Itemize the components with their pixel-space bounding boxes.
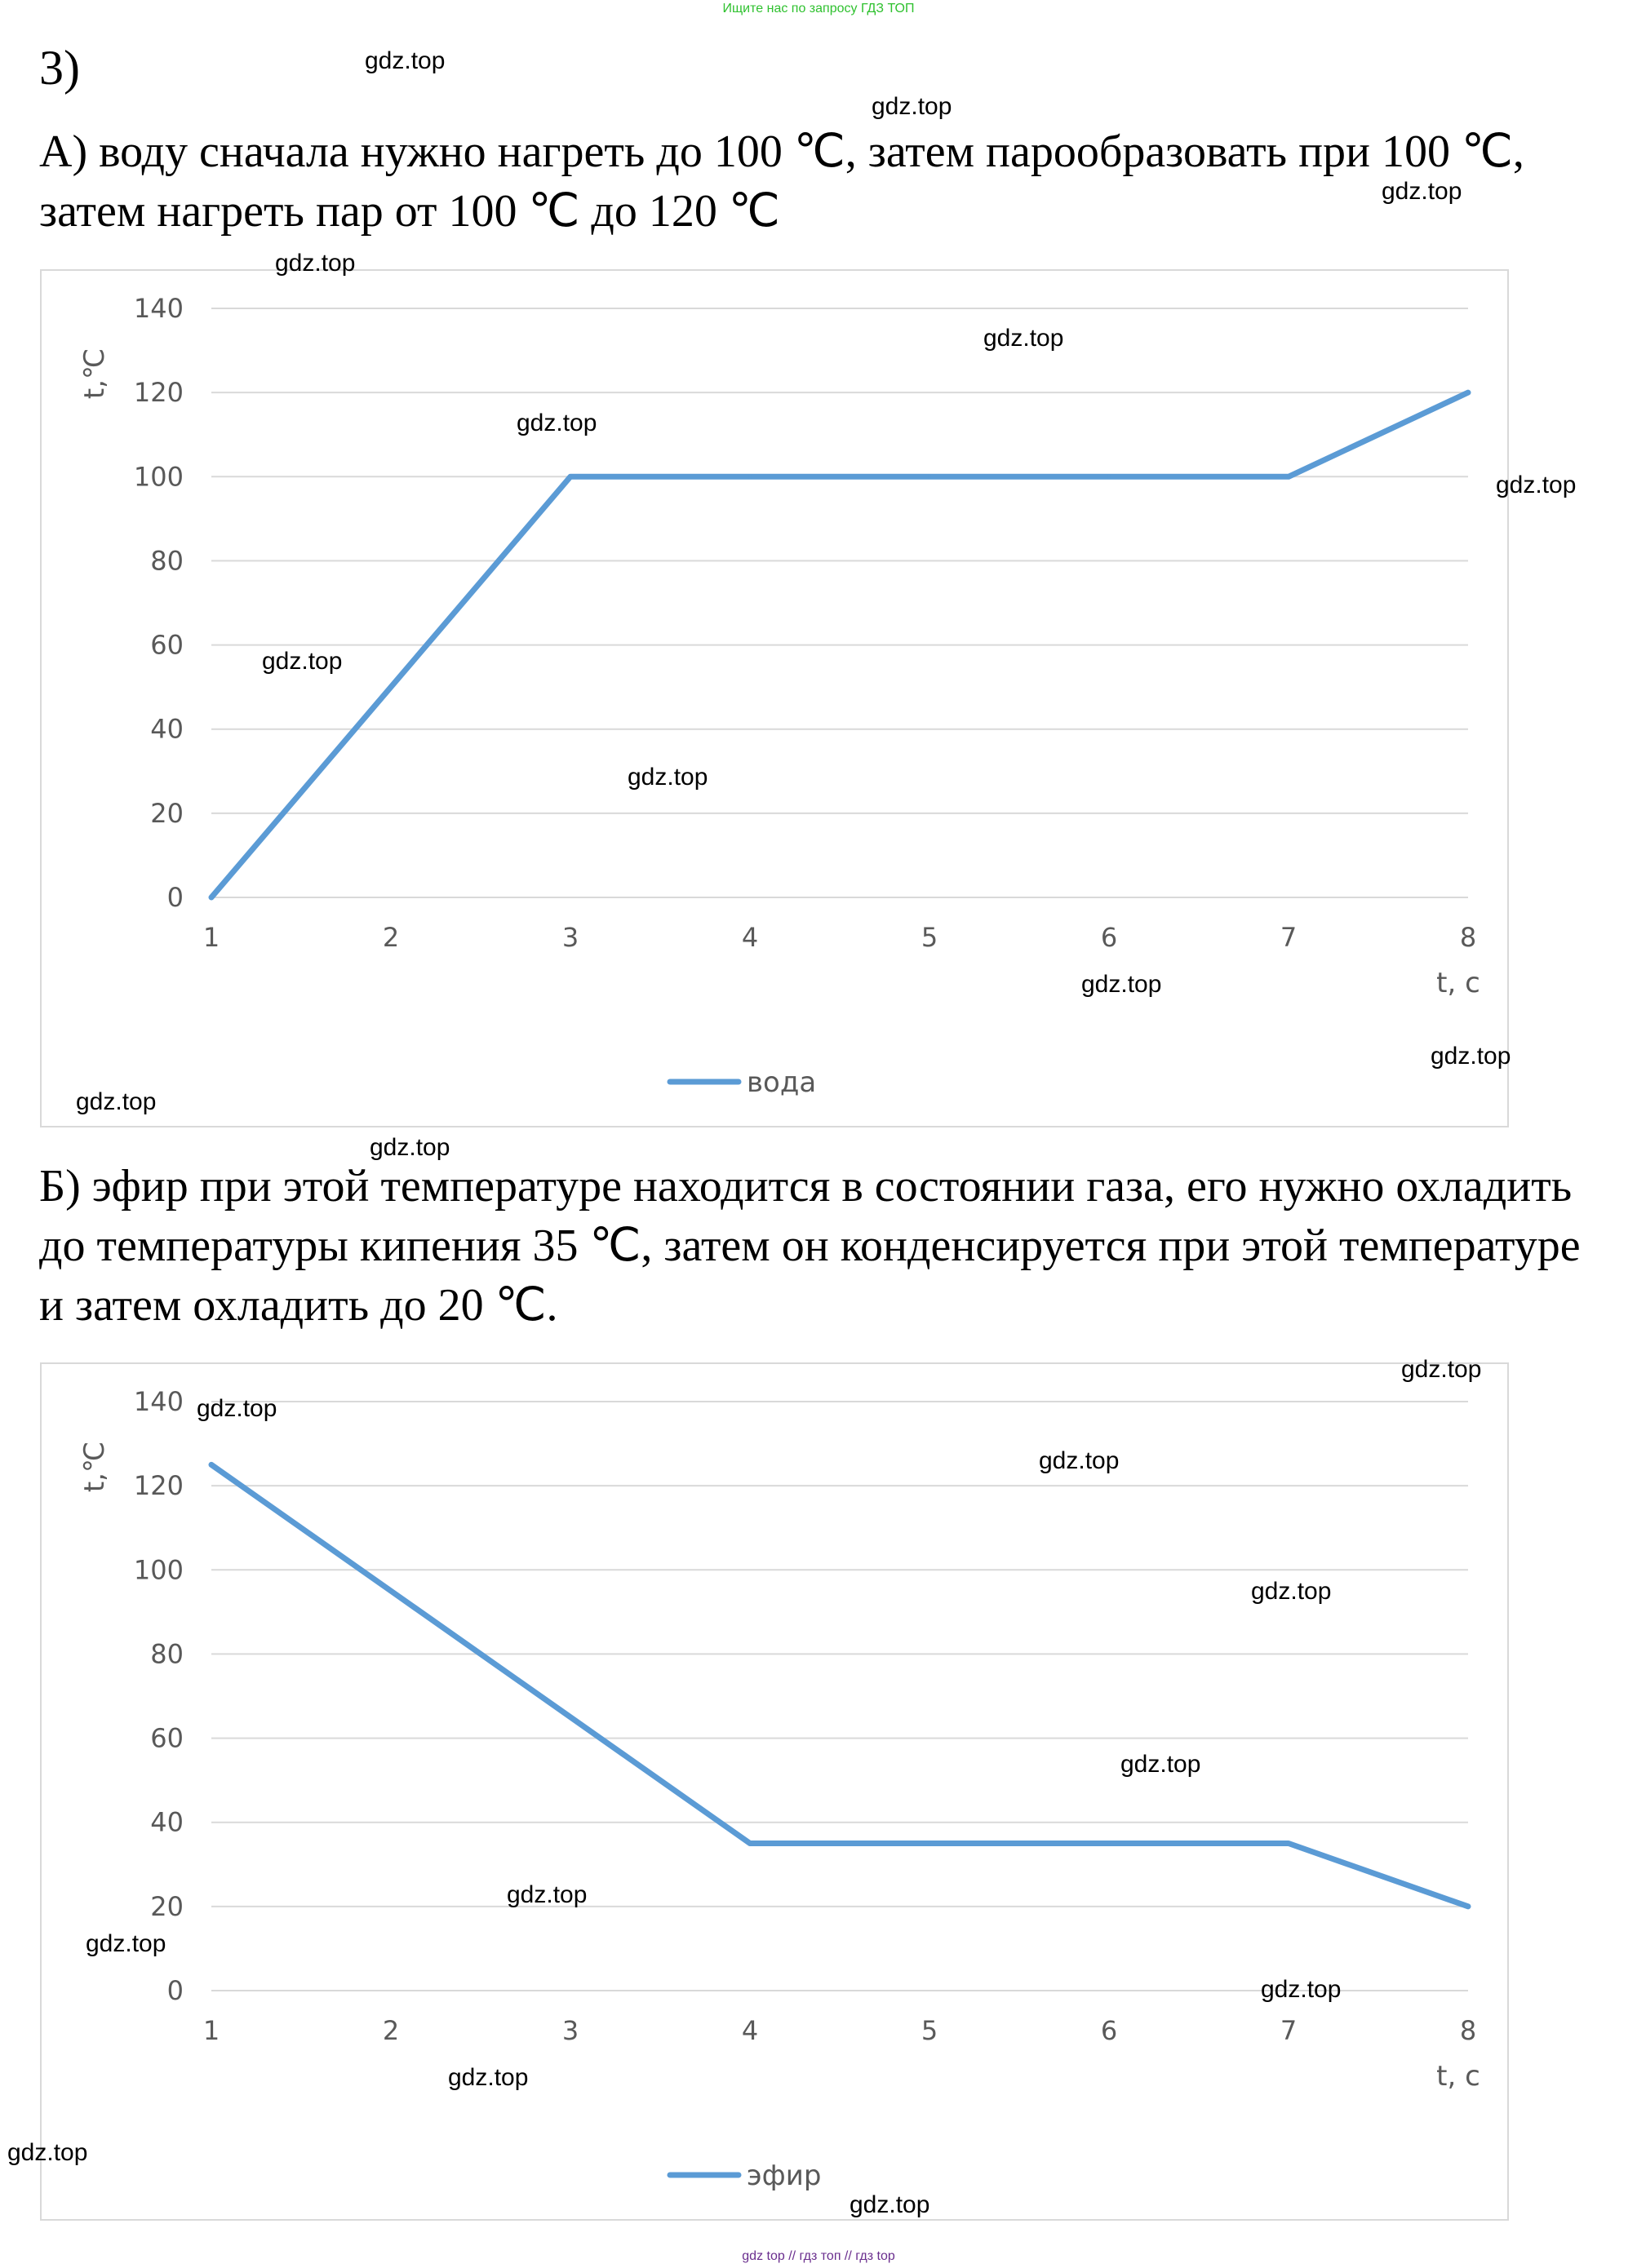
x-tick-label: 7 xyxy=(1280,922,1298,953)
x-tick-label: 2 xyxy=(382,2015,400,2046)
x-tick-label: 1 xyxy=(202,922,220,953)
data-point xyxy=(928,475,931,478)
watermark: gdz.top xyxy=(1261,1976,1342,2003)
x-tick-label: 7 xyxy=(1280,2015,1298,2046)
watermark: gdz.top xyxy=(628,764,708,791)
y-tick-label: 80 xyxy=(150,545,184,577)
watermark: gdz.top xyxy=(262,648,343,675)
watermark: gdz.top xyxy=(370,1134,450,1161)
data-point xyxy=(748,1842,752,1845)
data-point xyxy=(210,1463,213,1466)
x-tick-label: 2 xyxy=(382,922,400,953)
watermark: gdz.top xyxy=(1382,178,1462,205)
data-point xyxy=(1107,1842,1111,1845)
paragraph-b: Б) эфир при этой температуре находится в состоянии газа, его нужно охладить до температуры кипения 35 ℃, затем он конденсируется при этой температуре и затем охладить до 20 ℃. xyxy=(39,1161,1581,1331)
legend-label: вода xyxy=(747,1066,817,1099)
watermark: gdz.top xyxy=(1251,1578,1332,1605)
data-point xyxy=(389,685,393,689)
x-tick-label: 3 xyxy=(561,2015,579,2046)
x-tick-label: 6 xyxy=(1100,2015,1118,2046)
y-tick-label: 0 xyxy=(166,882,184,913)
watermark: gdz.top xyxy=(983,325,1064,352)
data-point xyxy=(210,896,213,899)
x-tick-label: 4 xyxy=(741,2015,759,2046)
chart-svg xyxy=(42,271,1511,1129)
watermark: gdz.top xyxy=(197,1395,277,1422)
data-point xyxy=(748,475,752,478)
watermark: gdz.top xyxy=(517,410,597,436)
y-tick-label: 140 xyxy=(133,293,184,324)
watermark: gdz.top xyxy=(275,250,356,277)
top-banner: Ищите нас по запросу ГДЗ ТОП xyxy=(722,2,915,16)
x-tick-label: 3 xyxy=(561,922,579,953)
data-point xyxy=(1466,391,1470,394)
watermark: gdz.top xyxy=(850,2191,930,2218)
item-number: 3) xyxy=(39,41,80,95)
y-tick-label: 80 xyxy=(150,1638,184,1670)
data-point xyxy=(1287,1842,1290,1845)
x-tick-label: 6 xyxy=(1100,922,1118,953)
x-tick-label: 4 xyxy=(741,922,759,953)
watermark: gdz.top xyxy=(7,2139,88,2166)
x-tick-label: 8 xyxy=(1459,2015,1477,2046)
chart-b xyxy=(40,1362,1509,2221)
y-tick-label: 40 xyxy=(150,1806,184,1838)
data-point xyxy=(1287,475,1290,478)
watermark: gdz.top xyxy=(872,93,952,120)
paragraph-a: А) воду сначала нужно нагреть до 100 ℃, затем парообразовать при 100 ℃, затем нагреть пар от 100 ℃ до 120 ℃ xyxy=(39,126,1524,237)
x-tick-label: 1 xyxy=(202,2015,220,2046)
watermark: gdz.top xyxy=(1081,971,1162,998)
x-tick-label: 5 xyxy=(921,922,938,953)
y-tick-label: 60 xyxy=(150,1722,184,1754)
watermark: gdz.top xyxy=(1401,1356,1482,1383)
data-point xyxy=(1466,1905,1470,1908)
y-tick-label: 120 xyxy=(133,377,184,409)
y-tick-label: 40 xyxy=(150,713,184,745)
data-point xyxy=(389,1589,393,1592)
x-axis-label: t, с xyxy=(1436,967,1480,999)
x-tick-label: 8 xyxy=(1459,922,1477,953)
y-tick-label: 140 xyxy=(133,1386,184,1417)
watermark: gdz.top xyxy=(448,2064,529,2091)
y-axis-label: t,℃ xyxy=(78,348,111,400)
watermark: gdz.top xyxy=(1120,1751,1201,1778)
legend-label: эфир xyxy=(747,2159,822,2192)
y-tick-label: 20 xyxy=(150,1890,184,1922)
data-point xyxy=(1107,475,1111,478)
y-tick-label: 60 xyxy=(150,629,184,661)
y-tick-label: 100 xyxy=(133,1554,184,1586)
y-tick-label: 100 xyxy=(133,461,184,493)
x-axis-label: t, с xyxy=(1436,2060,1480,2093)
y-tick-label: 0 xyxy=(166,1975,184,2006)
data-point xyxy=(569,475,572,478)
chart-a xyxy=(40,269,1509,1127)
x-tick-label: 5 xyxy=(921,2015,938,2046)
data-point xyxy=(928,1842,931,1845)
watermark: gdz.top xyxy=(76,1088,157,1115)
watermark: gdz.top xyxy=(365,47,446,74)
y-tick-label: 20 xyxy=(150,797,184,829)
watermark: gdz.top xyxy=(86,1930,166,1957)
y-axis-label: t,℃ xyxy=(78,1441,111,1493)
watermark: gdz.top xyxy=(507,1881,588,1908)
watermark: gdz.top xyxy=(1496,472,1577,498)
watermark: gdz.top xyxy=(1039,1447,1120,1474)
bottom-banner: gdz top // гдз топ // гдз top xyxy=(742,2249,895,2263)
y-tick-label: 120 xyxy=(133,1470,184,1502)
watermark: gdz.top xyxy=(1431,1043,1511,1070)
series-line xyxy=(211,1464,1468,1907)
data-point xyxy=(569,1716,572,1719)
chart-svg xyxy=(42,1364,1511,2222)
